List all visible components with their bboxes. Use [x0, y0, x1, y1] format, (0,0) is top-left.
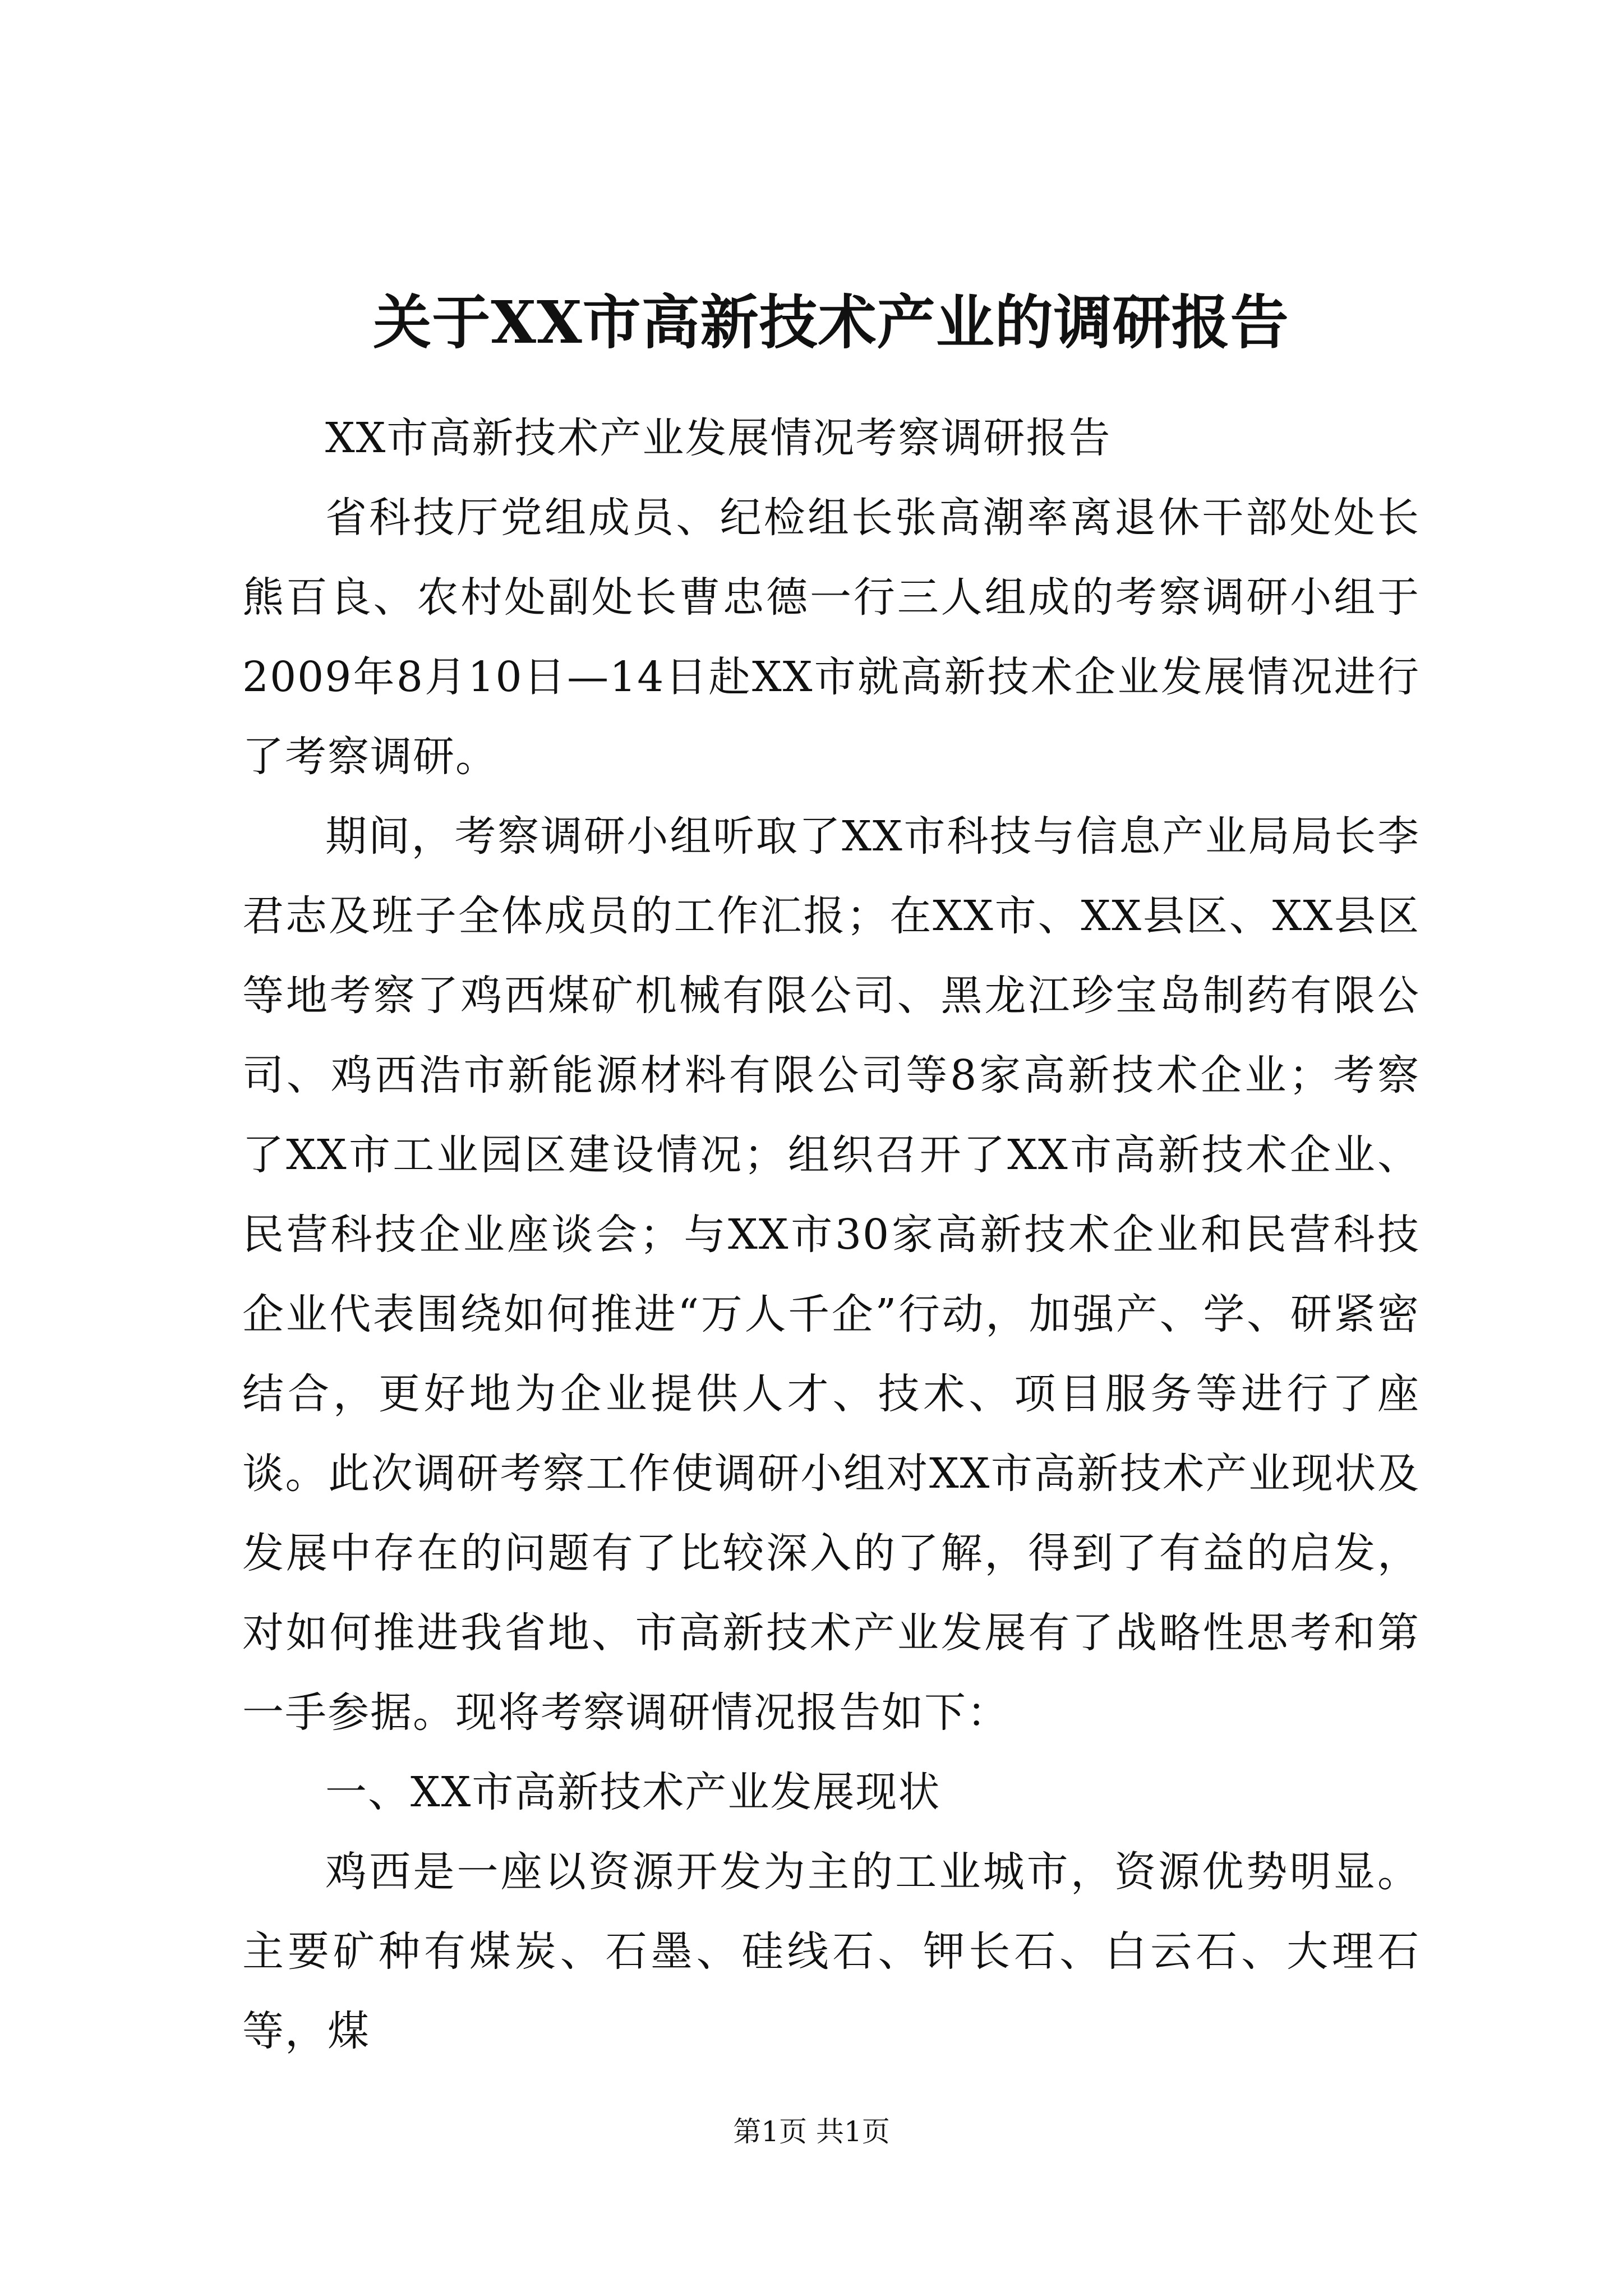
section-heading: 一、XX市高新技术产业发展现状 [325, 1768, 941, 1816]
section-body-paragraph: 鸡西是一座以资源开发为主的工业城市，资源优势明显。主要矿种有煤炭、石墨、硅线石、钾长石、白云石、大理石等，煤 [242, 1848, 1420, 2055]
subtitle-paragraph: XX市高新技术产业发展情况考察调研报告 [325, 414, 1112, 462]
page-footer: 第1页 共1页 [733, 2115, 890, 2148]
activities-paragraph: 期间，考察调研小组听取了XX市科技与信息产业局局长李君志及班子全体成员的工作汇报；在XX市、XX县区、XX县区等地考察了鸡西煤矿机械有限公司、黑龙江珍宝岛制药有限公司、鸡西浩市新能源材料有限公司等8家高新技术企业；考察了XX市工业园区建设情况；组织召开了XX市高新技术企业、民营科技企业座谈会；与XX市30家高新技术企业和民营科技企业代表围绕如何推进“万人千企”行动，加强产、学、研紧密结合，更好地为企业提供人才、技术、项目服务等进行了座谈。此次调研考察工作使调研小组对XX市高新技术产业现状及发展中存在的问题有了比较深入的了解，得到了有益的启发，对如何推进我省地、市高新技术产业发展有了战略性思考和第一手参据。现将考察调研情况报告如下： [242, 812, 1420, 1737]
document-title: 关于XX市高新技术产业的调研报告 [373, 288, 1289, 357]
intro-paragraph: 省科技厅党组成员、纪检组长张高潮率离退休干部处处长熊百良、农村处副处长曹忠德一行三人组成的考察调研小组于2009年8月10日—14日赴XX市就高新技术企业发展情况进行了考察调研。 [242, 494, 1420, 781]
document-body [242, 280, 1420, 2071]
